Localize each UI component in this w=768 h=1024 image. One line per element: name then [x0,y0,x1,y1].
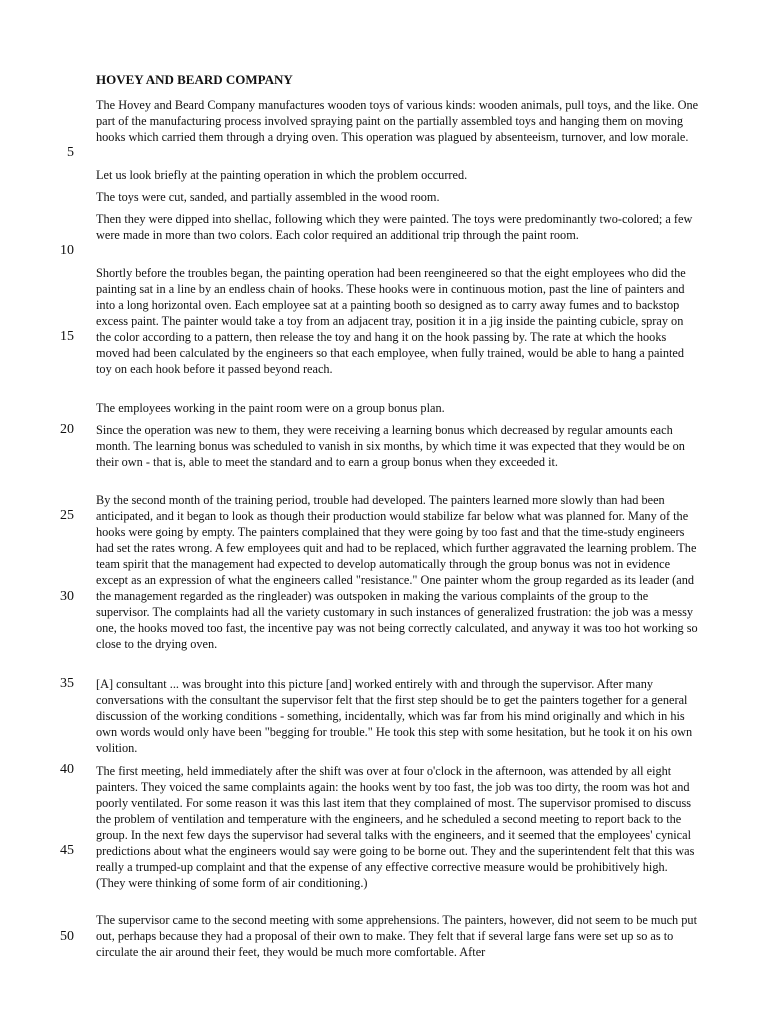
paragraph: By the second month of the training period, trouble had developed. The painters learned more slowly than had been anticipated, and it began to look as though their production would stabilize far below what was planned for. Many of the hooks were going by empty. The painters complained that they were going by too fast and that the time-study engineers had set the rates wrong. A few employees quit and had to be replaced, which further aggravated the learning problem. The team spirit that the management had expected to develop automatically through the group bonus was not in evidence except as an expression of what the engineers called "resistance." One painter whom the group regarded as its leader (and the management regarded as the ringleader) was outspoken in making the various complaints of the group to the supervisor. The complaints had all the variety customary in such instances of generalized frustration: the job was a messy one, the hooks moved too fast, the incentive pay was not being correctly calculated, and anyway it was too hot working so close to the drying oven. [96,493,698,651]
paragraph: Since the operation was new to them, they were receiving a learning bonus which decreased by regular amounts each month. The learning bonus was scheduled to vanish in six months, by which time it was expected that they would be on their own - that is, able to meet the standard and to earn a group bonus when they exceeded it. [96,423,685,469]
paragraph: Let us look briefly at the painting operation in which the problem occurred. [96,168,468,182]
line-number: 20 [60,422,74,437]
line-number: 15 [60,329,74,344]
paragraph: Then they were dipped into shellac, following which they were painted. The toys were predominantly two-colored; a few were made in more than two colors. Each color required an additional trip through the paint room. [96,212,693,242]
document-title: HOVEY AND BEARD COMPANY [96,72,293,87]
line-number: 25 [60,508,74,523]
line-number: 30 [60,589,74,604]
paragraph: The first meeting, held immediately after the shift was over at four o'clock in the afternoon, was attended by all eight painters. They voiced the same complaints again: the hooks went by too fast, the job was too dirty, the room was hot and poorly ventilated. For some reason it was this last item that they complained of most. The supervisor promised to discuss the problem of ventilation and temperature with the engineers, and he scheduled a second meeting to report back to the group. In the next few days the supervisor had several talks with the engineers, and it seemed that the employees' cynical predictions about what the engineers would say were going to be borne out. They and the superintendent felt that this was really a trumped-up complaint and that the expense of any effective corrective measure would be prohibitively high. (They were thinking of some form of air conditioning.) [96,764,695,890]
paragraph: The supervisor came to the second meeting with some apprehensions. The painters, however, did not seem to be much put out, perhaps because they had a proposal of their own to make. They felt that if several large fans were set up so as to circulate the air around their feet, they would be much more comfortable. After [96,913,697,959]
line-number: 35 [60,676,74,691]
paragraph: The employees working in the paint room were on a group bonus plan. [96,401,445,415]
line-number: 40 [60,762,74,777]
paragraph: The Hovey and Beard Company manufactures wooden toys of various kinds: wooden animals, pull toys, and the like. One part of the manufacturing process involved spraying paint on the partially assembled toys and hanging them on moving hooks which carried them through a drying oven. This operation was plagued by absenteeism, turnover, and low morale. [96,98,699,144]
line-number: 45 [60,843,74,858]
paragraph: Shortly before the troubles began, the painting operation had been reengineered so that the eight employees who did the painting sat in a line by an endless chain of hooks. These hooks were in continuous motion, past the line of painters and into a long horizontal oven. Each employee sat at a painting booth so designed as to carry away fumes and to backstop excess paint. The painter would take a toy from an adjacent tray, position it in a jig inside the painting cubicle, spray on the color according to a pattern, then release the toy and hang it on the hook passing by. The rate at which the hooks moved had been calculated by the engineers so that each employee, when fully trained, would be able to hang a painted toy on each hook before it passed beyond reach. [96,266,686,376]
line-number: 10 [60,243,74,258]
paragraph: The toys were cut, sanded, and partially assembled in the wood room. [96,190,440,204]
paragraph: [A] consultant ... was brought into this picture [and] worked entirely with and through the supervisor. After many conversations with the consultant the supervisor felt that the first step should be to get the painters together for a general discussion of the working conditions - something, incidentally, which was far from his mind originally and which in his own words would only have been "begging for trouble." He took this step with some hesitation, but he took it on his own volition. [96,677,693,755]
line-number: 5 [67,145,74,160]
line-number: 50 [60,929,74,944]
